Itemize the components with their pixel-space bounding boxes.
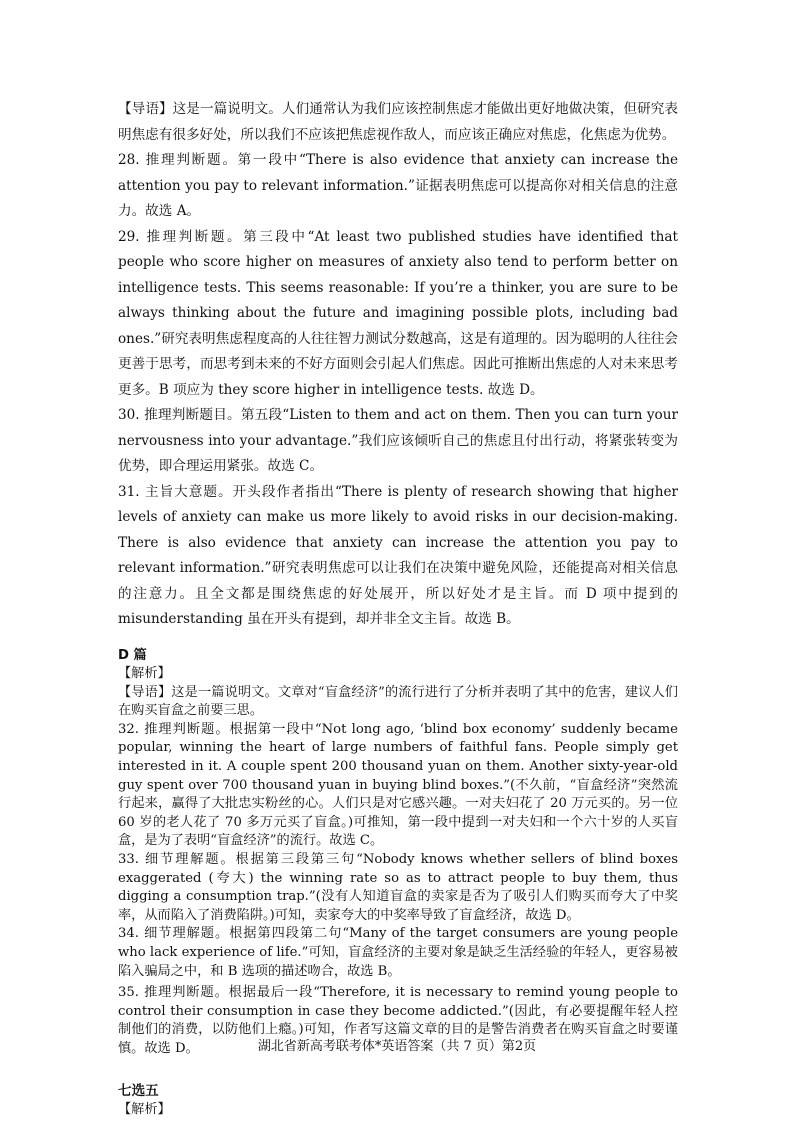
answer-32: 32. 推理判断题。根据第一段中“Not long ago, ‘blind box economy’ suddenly became popular, winning the heart of large numbers of faithful fans. People simply get interested in it. A couple spent 200 thousand yuan on them. Another sixty-year-old guy spent over 700 thousand yuan in buying blind boxes.”(不久前，“盲盒经济”突然流行起来，赢得了大批忠实粉丝的心。人们只是对它感兴趣。一对夫妇花了 20 万元买的。另一位 60 岁的老人花了 70 多万元买了盲盒。)可推知，第一段中提到一对夫妇和一个六十岁的人买盲盒，是为了表明“盲盒经济”的流行。故选 C。	[118, 721, 678, 849]
section-7-heading: 七选五	[118, 1082, 159, 1099]
page-content	[118, 97, 678, 1119]
section-c-answers	[118, 97, 678, 633]
section-d	[118, 647, 678, 1059]
answer-34: 34. 细节理解题。根据第四段第二句“Many of the target consumers are young people who lack experience of life.”可知，盲盒经济的主要对象是缺乏生活经验的年轻人，更容易被陷入骗局之中，和 B 选项的描述吻合，故选 B。	[118, 926, 678, 979]
section-seven-choose-five	[118, 1081, 678, 1120]
answer-29: 29. 推理判断题。第三段中“At least two published studies have identified that people who score higher on measures of anxiety also tend to perform better on intelligence tests. This seems reasonable: If you’re a thinker, you are sure to be always thinking about the future and imagining possible plots, including bad ones.”研究表明焦虑程度高的人往往智力测试分数越高，这是有道理的。因为聪明的人往往会更善于思考，而思考到未来的不好方面则会引起人们焦虑。因此可推断出焦虑的人对未来思考更多。B 项应为 they score higher in intelligence tests. 故选 D。	[118, 228, 678, 398]
answer-30: 30. 推理判断题目。第五段“Listen to them and act on them. Then you can turn your nervousness into your advantage.”我们应该倾听自己的焦虑且付出行动，将紧张转变为优势，即合理运用紧张。故选 C。	[118, 407, 678, 474]
answer-33: 33. 细节理解题。根据第三段第三句“Nobody knows whether sellers of blind boxes exaggerated (夸大) the winning rate so as to attract people to buy them, thus digging a consumption trap.”(没有人知道盲盒的卖家是否为了吸引人们购买而夸大了中奖率，从而陷入了消费陷阱。)可知，卖家夸大的中奖率导致了盲盒经济，故选 D。	[118, 852, 678, 923]
section-d-label: 【解析】	[118, 666, 171, 682]
answer-28: 28. 推理判断题。第一段中“There is also evidence that anxiety can increase the attention you pay to relevant information.”证据表明焦虑可以提高你对相关信息的注意力。故选 A。	[118, 152, 678, 219]
section-d-heading: D 篇	[118, 647, 147, 663]
page-footer: 湖北省新高考联考体*英语答案（共 7 页）第2页	[257, 1039, 537, 1054]
answer-35: 35. 推理判断题。根据最后一段“Therefore, it is necessary to remind young people to control their consumption in case they become addicted.”(因此，有必要提醒年轻人控制他们的消费，以防他们上瘾。)可知，作者写这篇文章的目的是警告消费者在购买盲盒之时要谨慎。故选 D。	[118, 985, 678, 1056]
section-7-label: 【解析】	[118, 1101, 171, 1117]
section-d-intro: 【导语】这是一篇说明文。文章对“盲盒经济”的流行进行了分析并表明了其中的危害，建议人们在购买盲盒之前要三思。	[118, 684, 678, 719]
intro-paragraph: 【导语】这是一篇说明文。人们通常认为我们应该控制焦虑才能做出更好地做决策，但研究表明焦虑有很多好处，所以我们不应该把焦虑视作敌人，而应该正确应对焦虑，化焦虑为优势。	[118, 101, 678, 143]
answer-31: 31. 主旨大意题。开头段作者指出“There is plenty of research showing that higher levels of anxiety can make us more likely to avoid risks in our decision-making. There is also evidence that anxiety can increase the attention you pay to relevant information.”研究表明焦虑可以让我们在决策中避免风险，还能提高对相关信息的注意力。且全文都是围绕焦虑的好处展开，所以好处才是主旨。而 D 项中提到的 misunderstanding 虽在开头有提到，却并非全文主旨。故选 B。	[118, 483, 678, 627]
